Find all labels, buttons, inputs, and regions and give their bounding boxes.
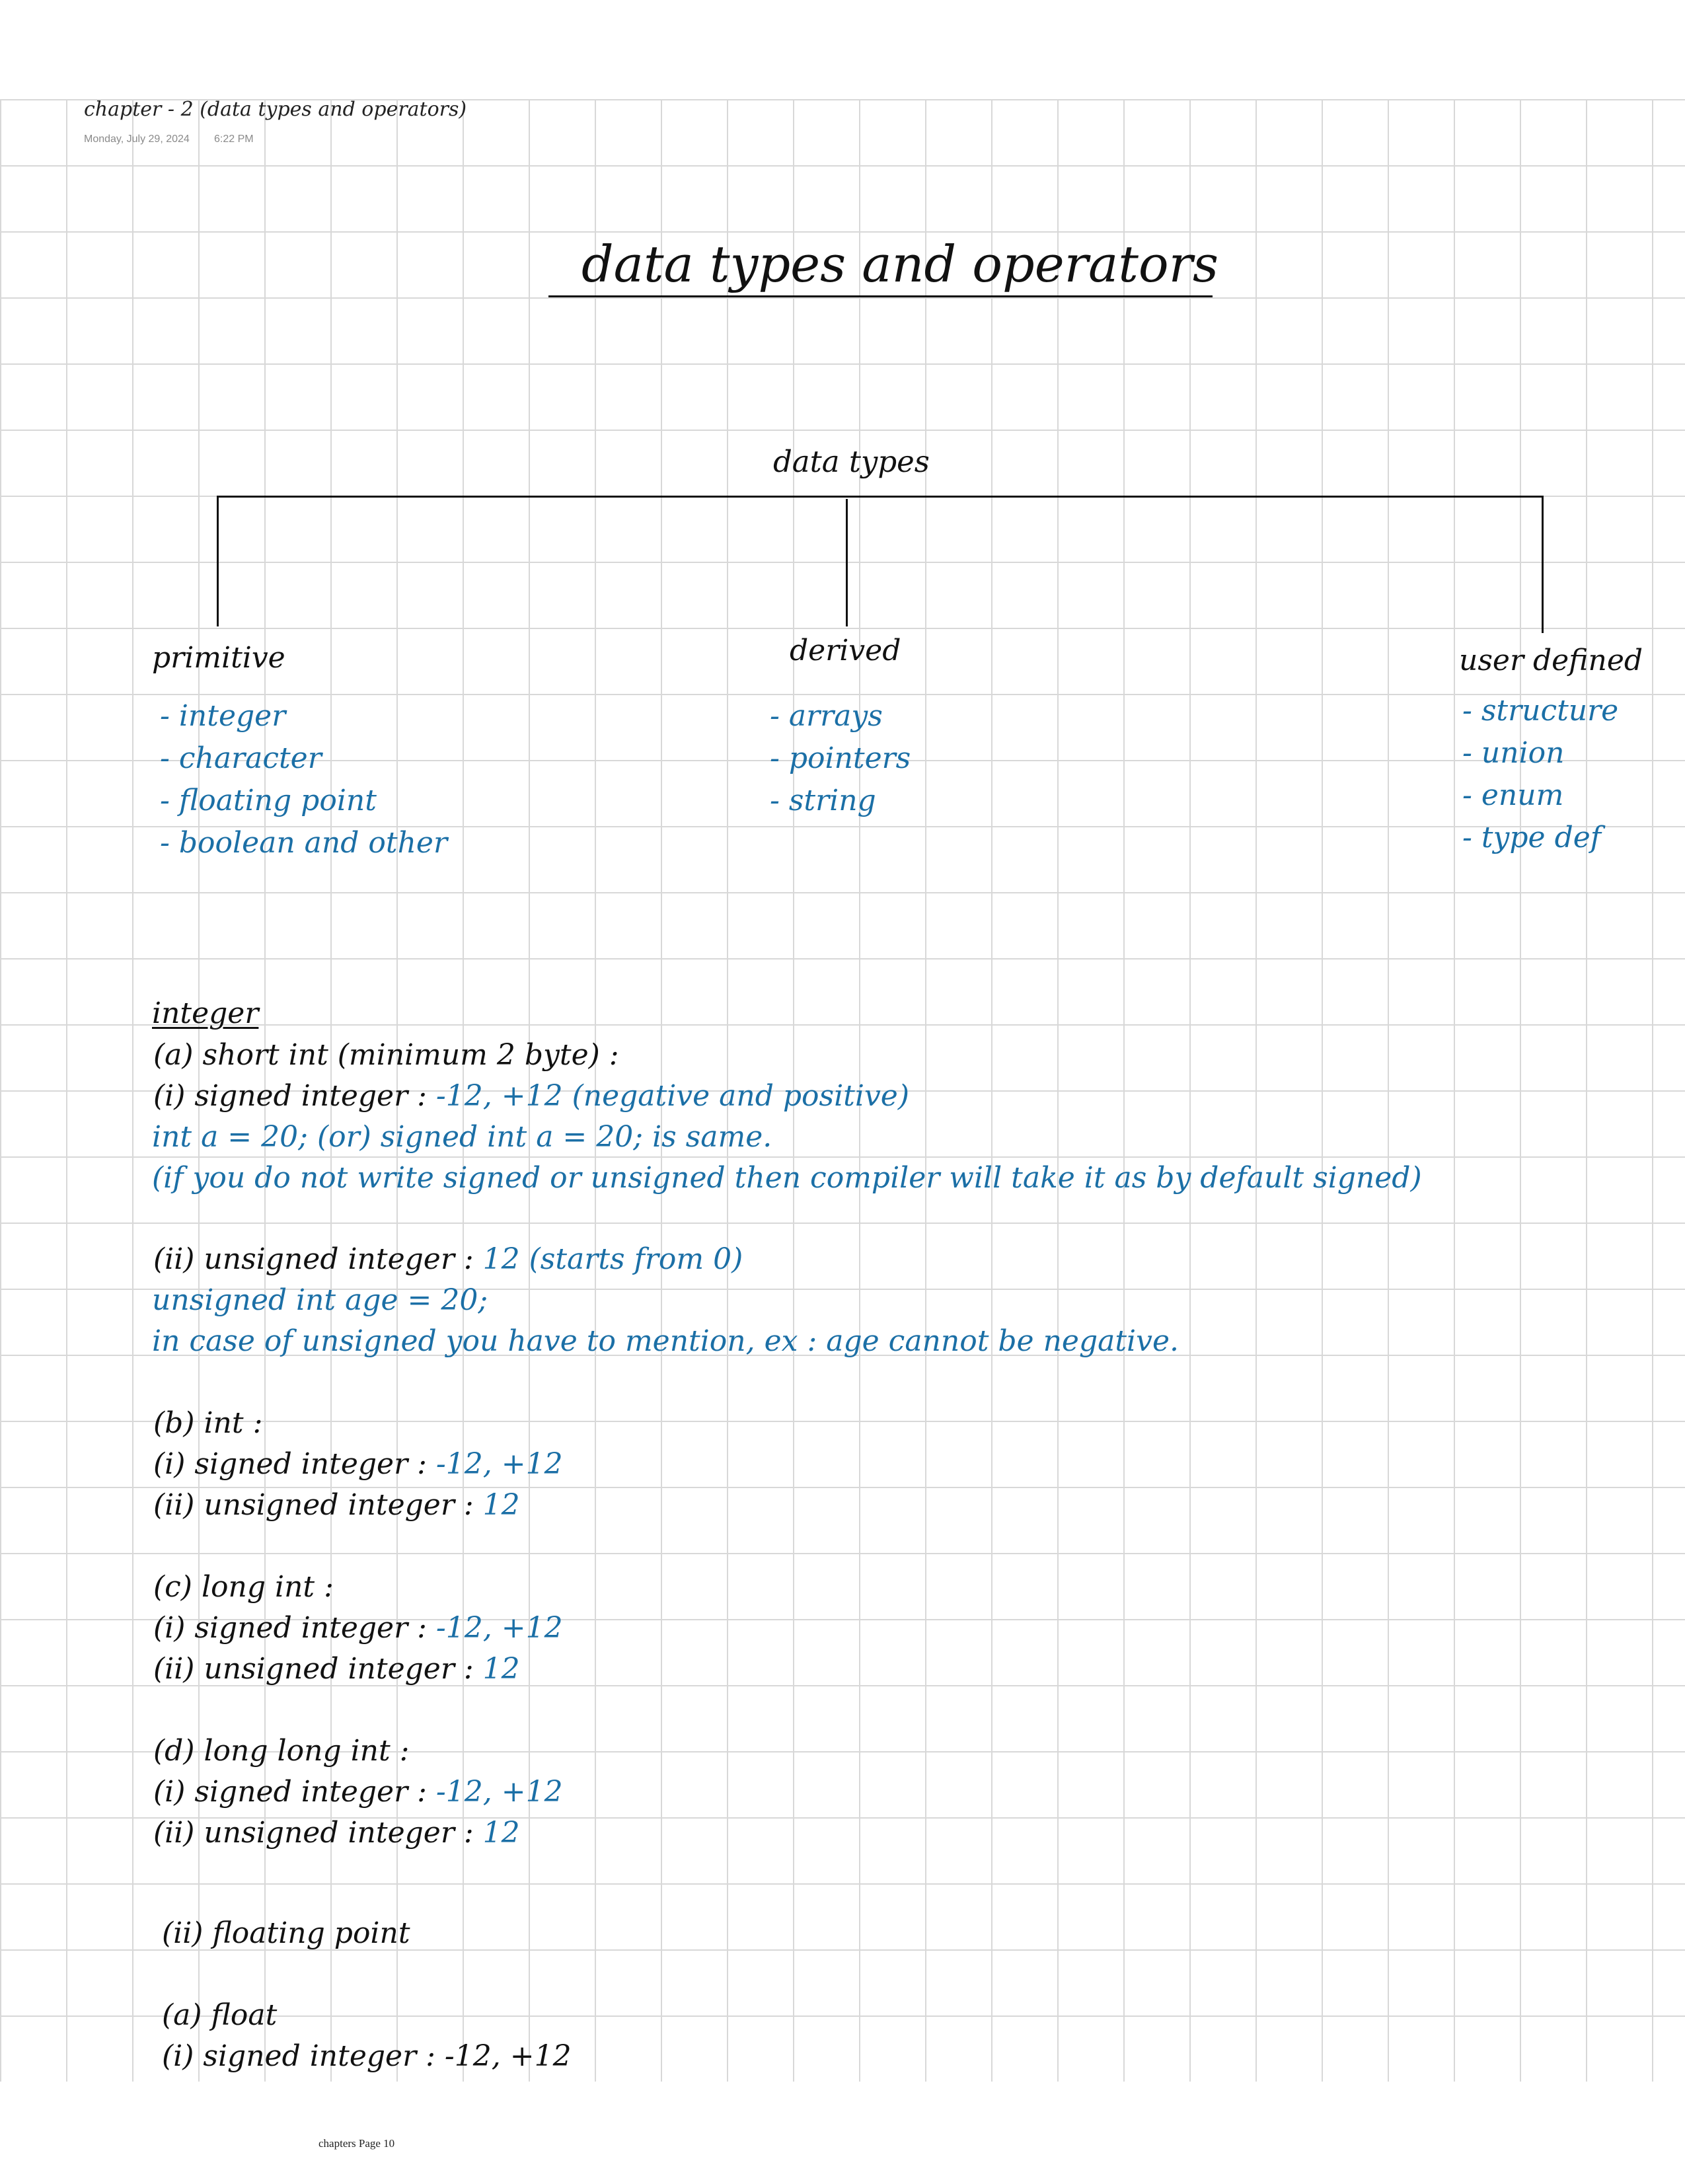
branch-label-user-defined: user defined	[1459, 644, 1643, 677]
list-item: - arrays	[770, 699, 883, 733]
note-line: in case of unsigned you have to mention, ex : age cannot be negative.	[152, 1324, 1179, 1358]
list-item: - character	[160, 741, 322, 775]
int-title: (b) int :	[153, 1406, 263, 1440]
long-long-int-unsigned-line	[153, 1816, 520, 1850]
note-line: unsigned int age = 20;	[152, 1283, 488, 1317]
signed-label: (i) signed integer :	[153, 1611, 436, 1645]
tree-root-label: data types	[773, 444, 930, 479]
long-long-int-signed-line	[153, 1775, 563, 1809]
unsigned-label: (ii) unsigned integer :	[153, 1242, 483, 1276]
section-heading-floating-point: (ii) floating point	[162, 1916, 410, 1950]
unsigned-label: (ii) unsigned integer :	[153, 1488, 483, 1522]
page-footer: chapters Page 10	[318, 2137, 395, 2150]
long-int-title: (c) long int :	[153, 1570, 334, 1604]
main-title: data types and operators	[581, 235, 1218, 293]
list-item: - pointers	[770, 741, 911, 775]
float-title: (a) float	[162, 1998, 278, 2032]
signed-value: -12, +12	[435, 1775, 563, 1809]
list-item: - integer	[160, 699, 286, 733]
int-unsigned-line	[153, 1488, 520, 1522]
list-item: - structure	[1462, 694, 1619, 728]
list-item: - type def	[1462, 821, 1602, 854]
unsigned-value: 12	[482, 1816, 520, 1850]
branch-label-primitive: primitive	[152, 641, 285, 675]
long-long-int-title: (d) long long int :	[153, 1734, 410, 1768]
float-signed-line: (i) signed integer : -12, +12	[162, 2039, 572, 2073]
branch-label-derived: derived	[790, 634, 901, 667]
list-item: - boolean and other	[160, 826, 447, 860]
unsigned-value: 12 (starts from 0)	[482, 1242, 743, 1276]
tree-line-primitive	[217, 496, 219, 626]
signed-value: -12, +12	[435, 1611, 563, 1645]
unsigned-value: 12	[482, 1488, 520, 1522]
section-heading-integer: integer	[152, 997, 259, 1030]
signed-label: (i) signed integer :	[153, 1447, 436, 1481]
unsigned-label: (ii) unsigned integer :	[153, 1652, 483, 1686]
int-signed-line	[153, 1447, 563, 1481]
main-title-underline	[548, 295, 1213, 297]
signed-label: (i) signed integer :	[153, 1775, 436, 1809]
unsigned-label: (ii) unsigned integer :	[153, 1816, 483, 1850]
signed-label: (i) signed integer :	[153, 1079, 436, 1113]
note-line: (if you do not write signed or unsigned then compiler will take it as by default signed)	[152, 1161, 1422, 1195]
tree-line-derived	[846, 499, 848, 626]
list-item: - string	[770, 784, 876, 817]
list-item: - enum	[1462, 778, 1564, 812]
unsigned-value: 12	[482, 1652, 520, 1686]
list-item: - union	[1462, 736, 1565, 770]
long-int-unsigned-line	[153, 1652, 520, 1686]
long-int-signed-line	[153, 1611, 563, 1645]
short-int-unsigned-line	[153, 1242, 743, 1276]
signed-value: -12, +12 (negative and positive)	[435, 1079, 910, 1113]
page-time: 6:22 PM	[214, 133, 254, 145]
tree-line-user-defined	[1542, 496, 1544, 633]
list-item: - floating point	[160, 784, 377, 817]
page-date: Monday, July 29, 2024	[84, 133, 190, 145]
page-title: chapter - 2 (data types and operators)	[84, 98, 467, 121]
short-int-signed-line	[153, 1079, 910, 1113]
tree-horizontal-line	[217, 496, 1544, 498]
signed-value: -12, +12	[435, 1447, 563, 1481]
short-int-title: (a) short int (minimum 2 byte) :	[153, 1038, 619, 1072]
note-line: int a = 20; (or) signed int a = 20; is same.	[152, 1120, 772, 1154]
